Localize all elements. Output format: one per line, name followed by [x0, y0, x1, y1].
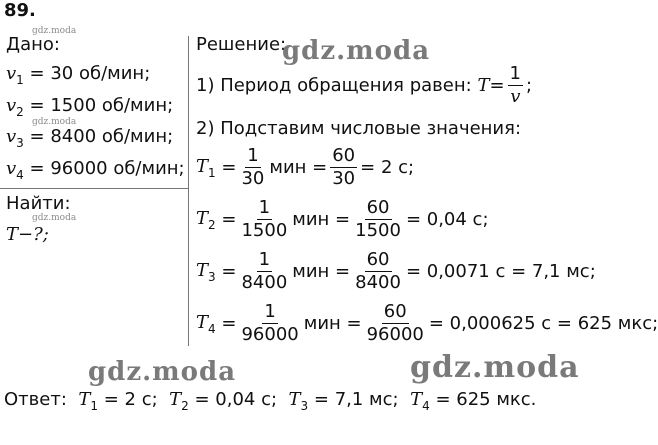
horizontal-divider [0, 188, 189, 189]
given-title: Дано: [6, 34, 60, 55]
watermark-big-right: gdz.moda [410, 350, 580, 385]
watermark-big-top: gdz.moda [282, 36, 431, 66]
solution-row-3: $T_3$ = $\frac{1}{8400}$ мин = $\frac{60}{8400}$ = 0,0071 с = 7,1 мс; [196, 249, 596, 293]
watermark-big-left: gdz.moda [88, 357, 237, 387]
vertical-divider [188, 36, 189, 346]
solution-row-2: $T_2$ = $\frac{1}{1500}$ мин = $\frac{60}{1500}$ = 0,04 с; [196, 197, 489, 241]
watermark-small-3: gdz.moda [32, 213, 77, 223]
given-item-1: $v_1 = 30$ об/мин; [6, 63, 151, 87]
solution-step-1: 1) Период обращения равен: T = $\frac{1}{v}$ ; [196, 63, 533, 107]
watermark-small-2: gdz.moda [32, 117, 77, 127]
problem-number: 89. [4, 0, 36, 21]
solution-step-2: 2) Подставим числовые значения: [196, 118, 522, 139]
solution-row-4: $T_4$ = $\frac{1}{96000}$ мин = $\frac{60}{96000}$ = 0,000625 с = 625 мкс; [196, 301, 658, 345]
watermark-small-1: gdz.moda [32, 26, 77, 36]
given-item-3: $v_3 = 8400$ об/мин; [6, 126, 174, 150]
solution-row-1: $T_1$ = $\frac{1}{30}$ мин = $\frac{60}{30}$ = 2 с; [196, 145, 415, 189]
solution-title: Решение: [196, 34, 287, 55]
given-item-4: $v_4 = 96000$ об/мин; [6, 158, 185, 182]
answer-line: Ответ: $T_1 = 2$ с; $T_2 = 0,04$ с; $T_3 = 7,1$ мс; $T_4 = 625$ мкс. [4, 389, 537, 413]
find-value: T−?; [6, 224, 49, 245]
given-item-2: $v_2 = 1500$ об/мин; [6, 95, 174, 119]
find-title: Найти: [6, 193, 71, 214]
